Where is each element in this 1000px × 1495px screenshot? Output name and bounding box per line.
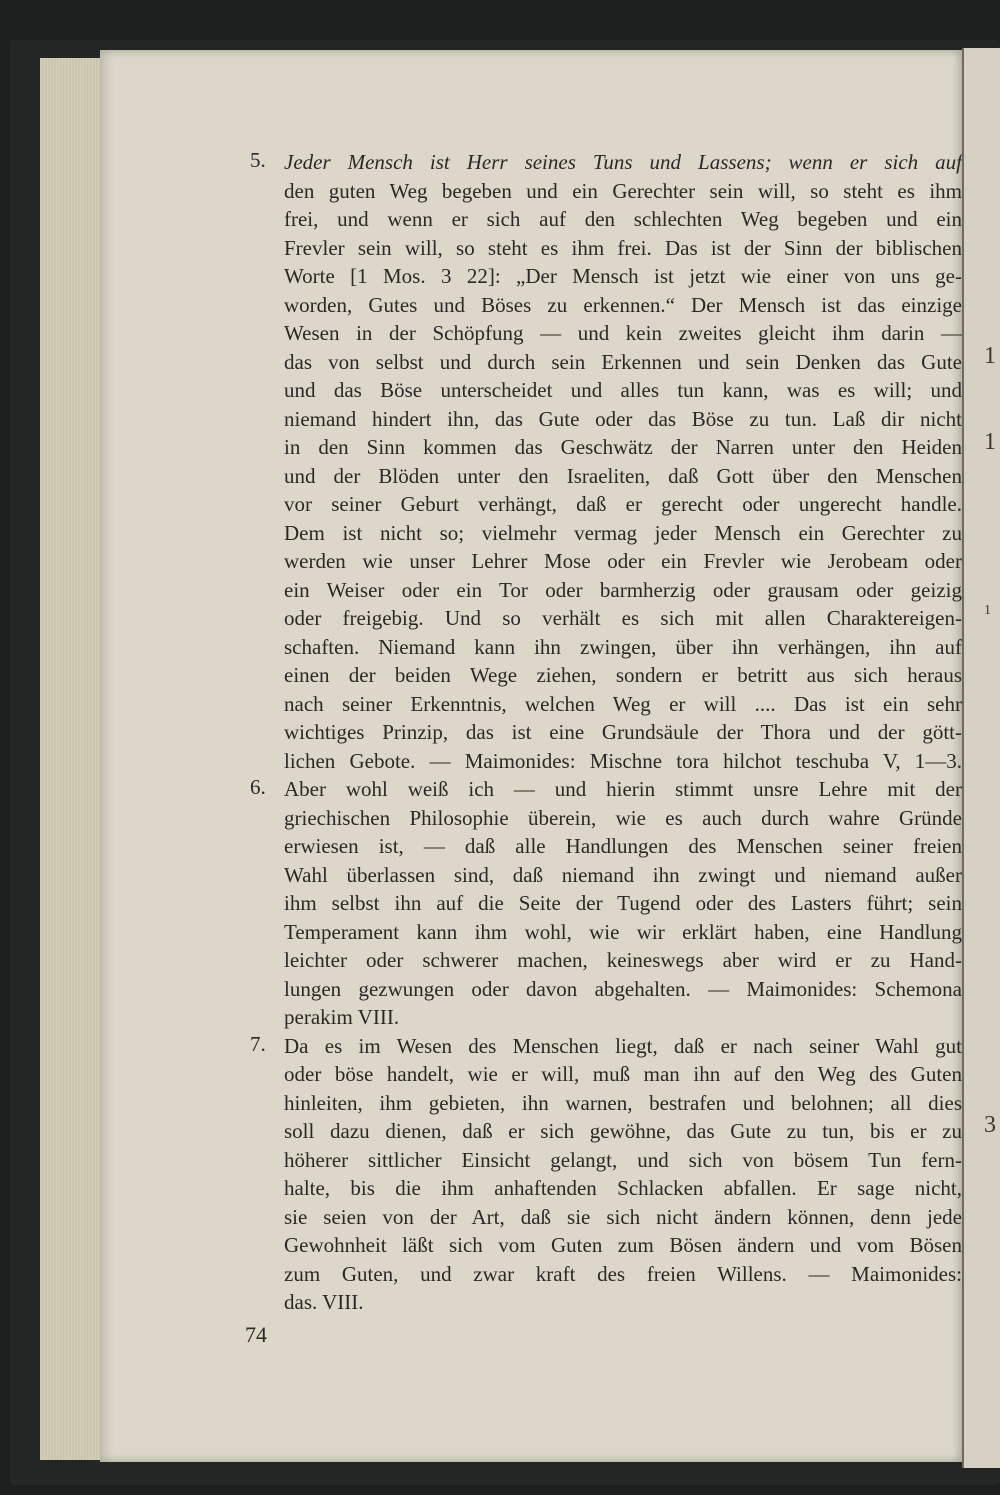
next-page-mark: 1 (984, 343, 996, 369)
text-line: Wesen in der Schöpfung — und kein zweites gleicht ihm darin — (284, 321, 962, 345)
text-line: Temperament kann ihm wohl, wie wir erklärt haben, eine Handlung (284, 919, 962, 944)
text-line: schaften. Niemand kann ihn zwingen, über ihn verhängen, ihn auf (284, 634, 962, 659)
text-line: Gewohnheit läßt sich vom Guten zum Bösen ändern und vom Bösen (284, 1233, 962, 1257)
text-line: werden wie unser Lehrer Mose oder ein Frevler wie Jerobeam oder (284, 549, 962, 573)
text-line: höherer sittlicher Einsicht gelangt, und sich von bösem Tun fern- (284, 1147, 962, 1172)
text-line: hinleiten, ihm gebieten, ihn warnen, bestrafen und belohnen; all dies (284, 1090, 962, 1115)
page-text (250, 148, 962, 1328)
text-line: oder freigebig. Und so verhält es sich mit allen Charaktereigen- (284, 606, 962, 630)
text-line: und der Blöden unter den Israeliten, daß Gott über den Menschen (284, 463, 962, 488)
entry-5 (250, 148, 962, 775)
text-line: das von selbst und durch sein Erkennen und sein Denken das Gute (284, 349, 962, 374)
text-line: erwiesen ist, — daß alle Handlungen des Menschen seiner freien (284, 834, 962, 858)
entry-number: 7. (250, 1031, 266, 1056)
text-line: zum Guten, und zwar kraft des freien Willens. — Maimonides: (284, 1261, 962, 1286)
text-line: wichtiges Prinzip, das ist eine Grundsäule der Thora und der gött- (284, 720, 962, 744)
entry-number: 5. (250, 148, 266, 172)
next-page-mark: 1 (984, 603, 991, 618)
text-line: Worte [1 Mos. 3 22]: „Der Mensch ist jetzt wie einer von uns ge- (284, 264, 962, 288)
text-line: soll dazu dienen, daß er sich gewöhne, das Gute zu tun, bis er zu (284, 1119, 962, 1143)
text-line: den guten Weg begeben und ein Gerechter sein will, so steht es ihm (284, 178, 962, 203)
text-line: niemand hindert ihn, das Gute oder das Böse zu tun. Laß dir nicht (284, 406, 962, 431)
text-line: frei, und wenn er sich auf den schlechten Weg begeben und ein (284, 207, 962, 231)
entry-7 (250, 1032, 962, 1317)
text-line: griechischen Philosophie überein, wie es auch durch wahre Gründe (284, 805, 962, 830)
text-line: perakim VIII. (284, 1005, 400, 1029)
next-page-mark: 1 (984, 429, 996, 455)
next-page-edge (962, 48, 1000, 1468)
text-line: ein Weiser oder ein Tor oder barmherzig oder grausam oder geizig (284, 577, 962, 602)
text-line: Aber wohl weiß ich — und hierin stimmt unsre Lehre mit der (284, 777, 962, 801)
text-line: worden, Gutes und Böses zu erkennen.“ Der Mensch ist das einzige (284, 292, 962, 317)
text-line: oder böse handelt, wie er will, muß man ihn auf den Weg des Guten (284, 1062, 962, 1086)
next-page-mark: 3 (984, 1112, 996, 1138)
text-line: leichter oder schwerer machen, keineswegs aber wird er zu Hand- (284, 948, 962, 972)
text-line: halte, bis die ihm anhaftenden Schlacken abfallen. Er sage nicht, (284, 1176, 962, 1200)
text-line: einen der beiden Wege ziehen, sondern er betritt aus sich heraus (284, 663, 962, 687)
text-line: sie seien von der Art, daß sie sich nicht ändern können, denn jede (284, 1204, 962, 1229)
entry-number: 6. (250, 775, 266, 799)
text-line: lungen gezwungen oder davon abgehalten. — Maimonides: Schemona (284, 976, 962, 1001)
text-line: vor seiner Geburt verhängt, daß er gerecht oder ungerecht handle. (284, 492, 962, 516)
text-line: Jeder Mensch ist Herr seines Tuns und Lassens; wenn er sich auf (284, 150, 962, 174)
entry-6 (250, 775, 962, 1032)
text-line: und das Böse unterscheidet und alles tun kann, was es will; und (284, 378, 962, 402)
text-line: Da es im Wesen des Menschen liegt, daß er nach seiner Wahl gut (284, 1033, 962, 1058)
text-line: nach seiner Erkenntnis, welchen Weg er will .... Das ist ein sehr (284, 691, 962, 716)
text-line: in den Sinn kommen das Geschwätz der Narren unter den Heiden (284, 435, 962, 459)
page-number: 74 (245, 1322, 267, 1347)
text-line: ihm selbst ihn auf die Seite der Tugend oder des Lasters führt; sein (284, 891, 962, 915)
text-line: lichen Gebote. — Maimonides: Mischne tora hilchot teschuba V, 1—3. (284, 748, 962, 773)
text-line: das. VIII. (284, 1290, 364, 1314)
text-line: Dem ist nicht so; vielmehr vermag jeder Mensch ein Gerechter zu (284, 520, 962, 545)
text-line: Frevler sein will, so steht es ihm frei. Das ist der Sinn der biblischen (284, 235, 962, 260)
text-line: Wahl überlassen sind, daß niemand ihn zwingt und niemand außer (284, 862, 962, 887)
